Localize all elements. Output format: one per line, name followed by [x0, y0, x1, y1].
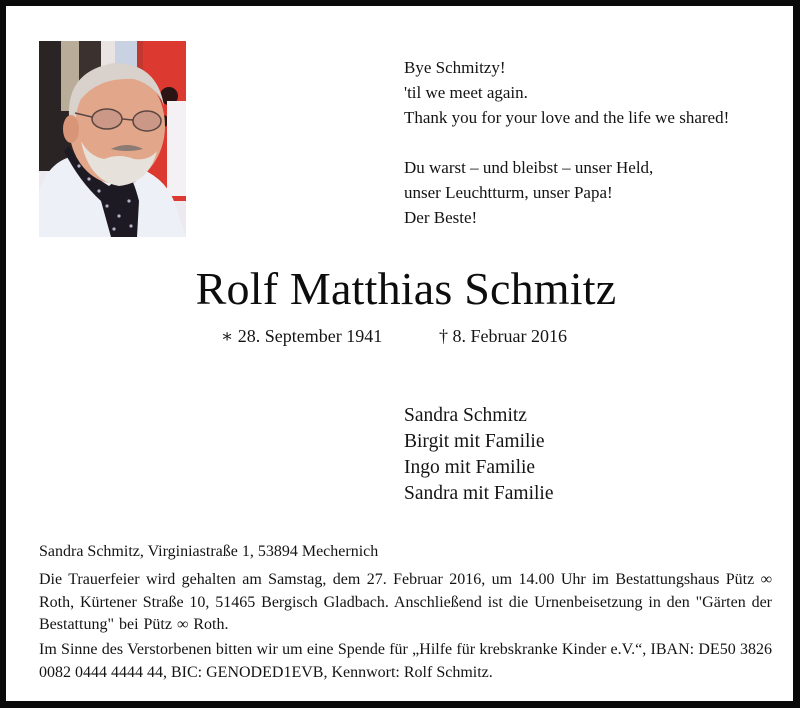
mourner-item: Sandra mit Familie	[404, 483, 554, 504]
poem-line: Du warst – und bleibst – unser Held,	[404, 158, 654, 177]
poem-line: 'til we meet again.	[404, 83, 528, 102]
poem-line: Der Beste!	[404, 208, 478, 227]
mourner-item: Ingo mit Familie	[404, 457, 536, 478]
portrait-image	[39, 41, 186, 237]
mourners-list	[404, 403, 553, 507]
ceremony-details: Die Trauerfeier wird gehalten am Samstag, dem 27. Februar 2016, um 14.00 Uhr im Bestattungshaus Pütz ∞ Roth, Kürtener Straße 10, 51465 Bergisch Gladbach. Anschließend ist die Urnenbeisetzung in den "Gärten der Bestattung" bei Pütz ∞ Roth.	[39, 571, 772, 633]
poem-stanza-gap	[404, 130, 729, 155]
mourner-item: Birgit mit Familie	[404, 431, 545, 452]
contact-address: Sandra Schmitz, Virginiastraße 1, 53894 Mechernich	[39, 543, 379, 560]
mourner-item: Sandra Schmitz	[404, 405, 527, 426]
death-date: † 8. Februar 2016	[439, 326, 567, 346]
farewell-poem	[404, 55, 729, 230]
poem-line: Thank you for your love and the life we shared!	[404, 108, 730, 127]
donation-request: Im Sinne des Verstorbenen bitten wir um eine Spende für „Hilfe für krebskranke Kinder e.V.“, IBAN: DE50 3826 0082 0444 4444 44, BIC: GENODED1EVB, Kennwort: Rolf Schmitz.	[39, 641, 772, 681]
poem-line: Bye Schmitzy!	[404, 58, 506, 77]
birth-date: ∗ 28. September 1941	[221, 326, 383, 346]
portrait-photo	[39, 41, 186, 237]
poem-line: unser Leuchtturm, unser Papa!	[404, 183, 613, 202]
deceased-name: Rolf Matthias Schmitz	[195, 263, 617, 314]
